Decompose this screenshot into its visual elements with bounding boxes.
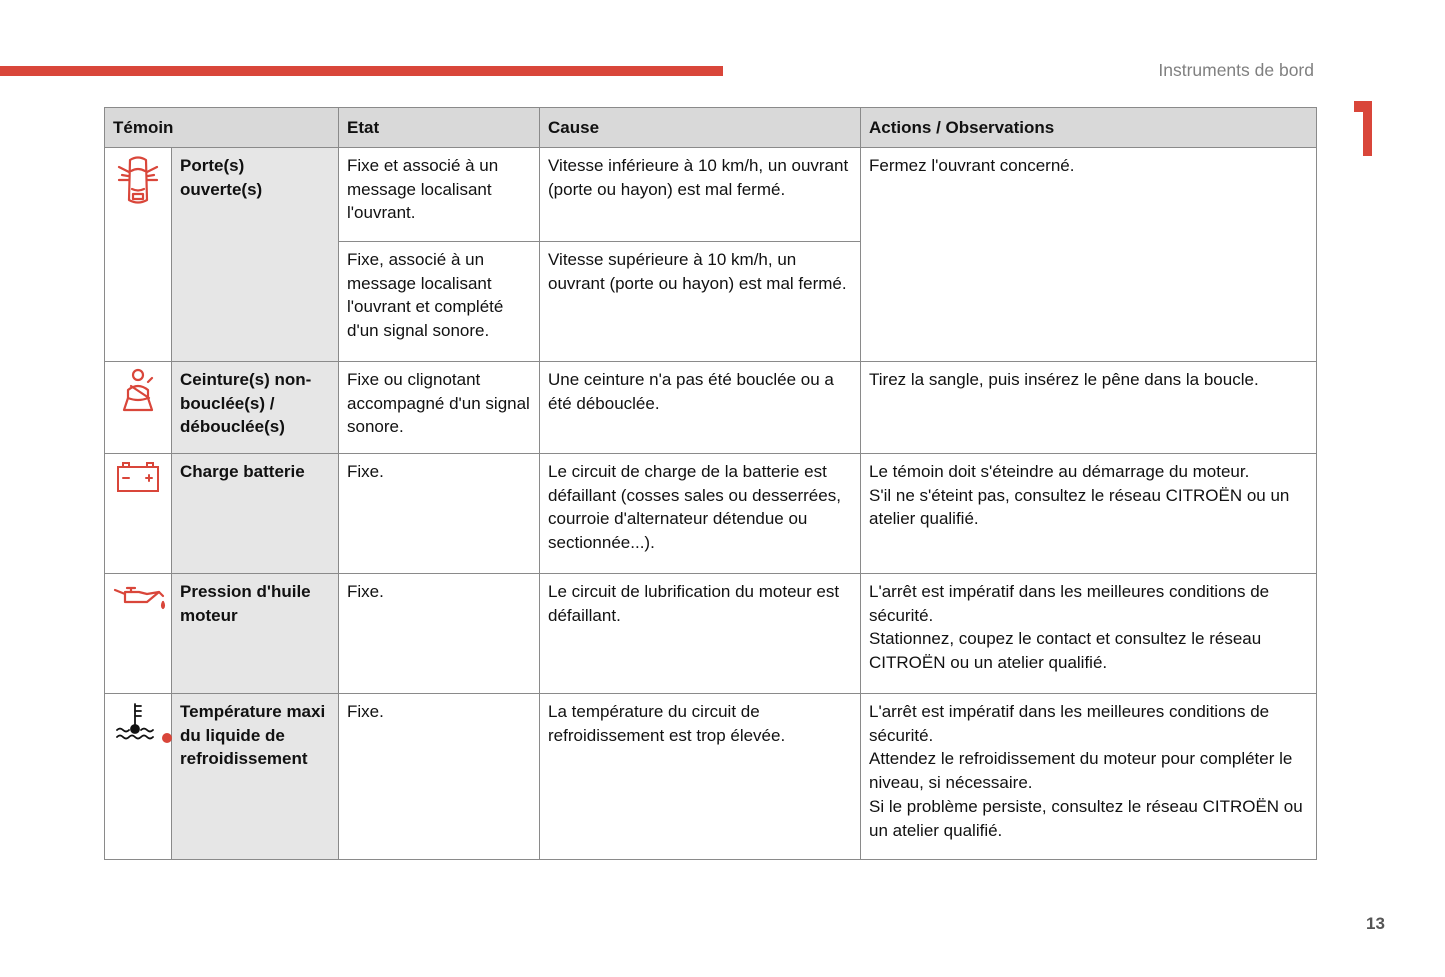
etat-cell: Fixe ou clignotant accompagné d'un signal sonore. [339,362,540,454]
chapter-number [1350,98,1380,158]
cause-cell: Vitesse supérieure à 10 km/h, un ouvrant (porte ou hayon) est mal fermé. [540,242,861,362]
column-header-etat: Etat [339,108,540,148]
actions-cell: L'arrêt est impératif dans les meilleures conditions de sécurité. Stationnez, coupez le contact et consultez le réseau CITROËN ou un atelier qualifié. [861,574,1317,694]
icon-cell [105,362,172,454]
table-row [105,362,1317,454]
icon-cell [105,694,172,860]
battery-icon [115,460,161,494]
etat-cell: Fixe. [339,694,540,860]
etat-cell: Fixe. [339,574,540,694]
etat-cell: Fixe, associé à un message localisant l'ouvrant et complété d'un signal sonore. [339,242,540,362]
icon-cell [105,574,172,694]
light-name: Température maxi du liquide de refroidissement [172,694,339,860]
cause-cell: Une ceinture n'a pas été bouclée ou a été débouclée. [540,362,861,454]
light-name: Porte(s) ouverte(s) [172,148,339,362]
light-name: Charge batterie [172,454,339,574]
header-accent-bar [0,66,723,76]
light-name: Ceinture(s) non-bouclée(s) / débouclée(s) [172,362,339,454]
actions-cell: Tirez la sangle, puis insérez le pêne dans la boucle. [861,362,1317,454]
oil-can-icon [113,580,167,614]
actions-cell: Fermez l'ouvrant concerné. [861,148,1317,362]
warning-lights-table [104,107,1317,860]
door-open-icon [116,154,160,210]
cause-cell: Vitesse inférieure à 10 km/h, un ouvrant (porte ou hayon) est mal fermé. [540,148,861,242]
column-header-cause: Cause [540,108,861,148]
actions-cell: L'arrêt est impératif dans les meilleures conditions de sécurité. Attendez le refroidissement du moteur pour compléter le niveau, si nécessaire. Si le problème persiste, consultez le réseau CITROËN ou un atelier qualifié. [861,694,1317,860]
section-title: Instruments de bord [1158,60,1314,80]
light-name: Pression d'huile moteur [172,574,339,694]
icon-cell [105,148,172,362]
table-row [105,148,1317,242]
etat-cell: Fixe. [339,454,540,574]
page-number: 13 [1366,914,1385,933]
seatbelt-icon [118,368,158,414]
table-row [105,694,1317,860]
icon-cell [105,454,172,574]
cause-cell: Le circuit de lubrification du moteur est défaillant. [540,574,861,694]
table-row [105,454,1317,574]
table-row [105,574,1317,694]
cause-cell: La température du circuit de refroidissement est trop élevée. [540,694,861,860]
actions-cell: Le témoin doit s'éteindre au démarrage du moteur. S'il ne s'éteint pas, consultez le réseau CITROËN ou un atelier qualifié. [861,454,1317,574]
coolant-temperature-icon [113,700,173,748]
column-header-actions: Actions / Observations [861,108,1317,148]
table-header-row [105,108,1317,148]
column-header-temoin: Témoin [105,108,339,148]
etat-cell: Fixe et associé à un message localisant l'ouvrant. [339,148,540,242]
cause-cell: Le circuit de charge de la batterie est défaillant (cosses sales ou desserrées, courroie d'alternateur détendue ou sectionnée...). [540,454,861,574]
